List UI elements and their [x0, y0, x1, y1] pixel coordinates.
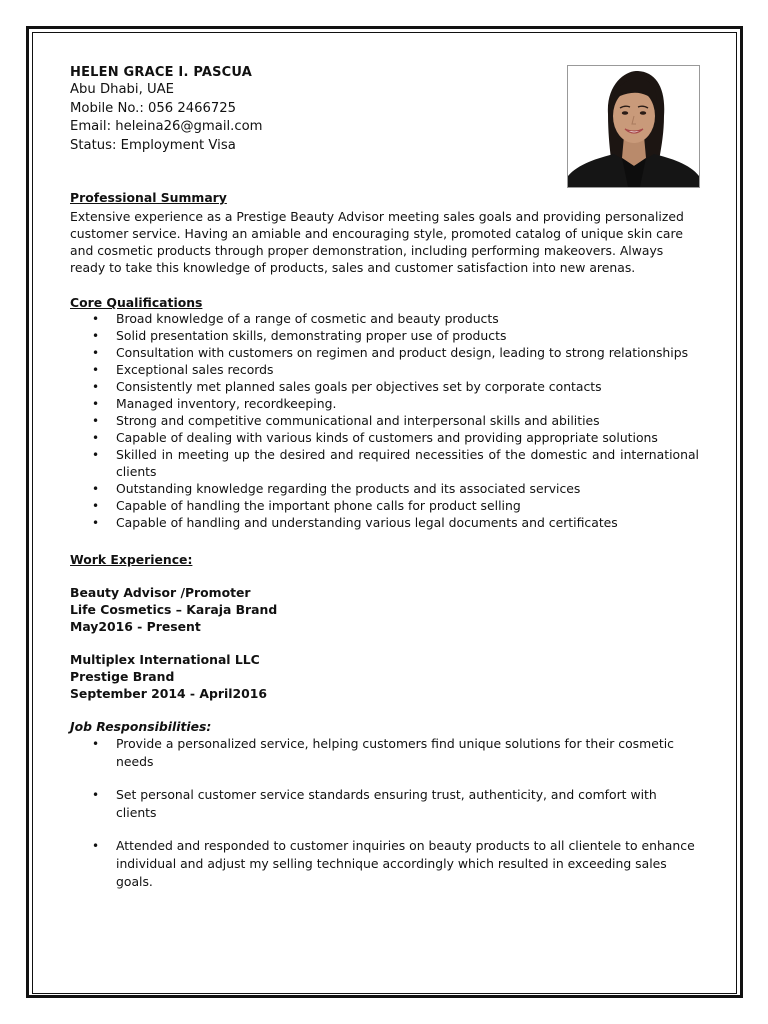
list-item: • Strong and competitive communicational and interpersonal skills and abilities — [70, 413, 699, 430]
list-item: • Consistently met planned sales goals per objectives set by corporate contacts — [70, 379, 699, 396]
list-item: • Set personal customer service standards ensuring trust, authenticity, and comfort with clients — [70, 786, 699, 822]
qualifications-heading: Core Qualifications — [70, 295, 203, 310]
mobile-text: Mobile No.: 056 2466725 — [70, 100, 237, 116]
job-company: Prestige Brand — [70, 669, 175, 684]
list-item: • Consultation with customers on regimen and product design, leading to strong relationships — [70, 345, 699, 362]
resume-content — [70, 64, 699, 906]
list-item: • Solid presentation skills, demonstrating proper use of products — [70, 328, 699, 345]
location-text: Abu Dhabi, UAE — [70, 82, 174, 97]
summary-heading: Professional Summary — [70, 190, 227, 205]
list-item: • Exceptional sales records — [70, 362, 699, 379]
responsibilities-heading: Job Responsibilities: — [70, 719, 212, 734]
list-item: • Skilled in meeting up the desired and required necessities of the domestic and international clients — [70, 447, 699, 480]
job-entry — [70, 651, 699, 702]
candidate-name: HELEN GRACE I. PASCUA — [70, 65, 253, 80]
summary-text: Extensive experience as a Prestige Beauty Advisor meeting sales goals and providing personalized customer service. Having an amiable and encouraging style, promoted catalog of unique skin care and cosmetic products through proper demonstration, including performing makeovers. Always ready to take this knowledge of products, sales and customer satisfaction into new arenas. — [70, 209, 684, 275]
job-entry — [70, 584, 699, 635]
list-item: • Outstanding knowledge regarding the products and its associated services — [70, 481, 699, 498]
list-item: • Managed inventory, recordkeeping. — [70, 396, 699, 413]
list-item: • Capable of handling and understanding various legal documents and certificates — [70, 515, 699, 532]
contact-block — [70, 81, 699, 155]
job-title: Beauty Advisor /Promoter — [70, 585, 251, 600]
job-dates: May2016 - Present — [70, 619, 201, 634]
job-company: Life Cosmetics – Karaja Brand — [70, 602, 278, 617]
job-title: Multiplex International LLC — [70, 652, 260, 667]
list-item: • Provide a personalized service, helping customers find unique solutions for their cosmetic needs — [70, 735, 699, 771]
email-text: Email: heleina26@gmail.com — [70, 119, 263, 134]
list-item: • Capable of handling the important phone calls for product selling — [70, 498, 699, 515]
experience-heading: Work Experience: — [70, 552, 193, 567]
job-dates: September 2014 - April2016 — [70, 686, 267, 701]
list-item: • Attended and responded to customer inquiries on beauty products to all clientele to enhance individual and adjust my selling technique accordingly which resulted in exceeding sales goals. — [70, 837, 699, 891]
list-item: • Capable of dealing with various kinds of customers and providing appropriate solutions — [70, 430, 699, 447]
list-item: • Broad knowledge of a range of cosmetic and beauty products — [70, 311, 699, 328]
responsibilities-list — [70, 735, 699, 891]
qualifications-list — [70, 311, 699, 531]
status-text: Status: Employment Visa — [70, 137, 236, 153]
